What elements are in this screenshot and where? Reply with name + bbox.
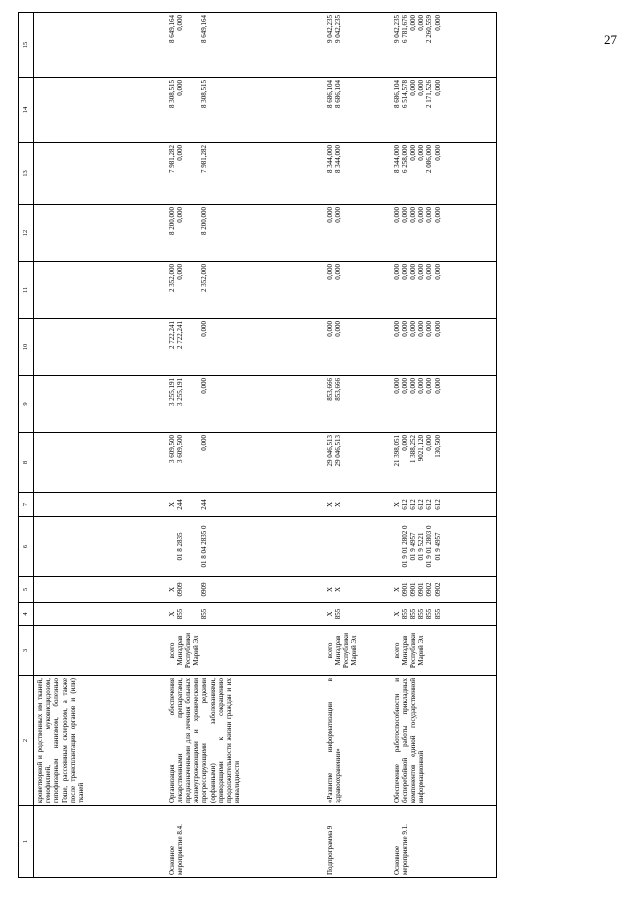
cell-value — [168, 519, 176, 574]
cell-value: 612 — [417, 499, 426, 510]
cell-c7 — [34, 493, 162, 517]
cell-value: 8 344,000 — [392, 145, 401, 173]
col-header: 5 — [19, 577, 34, 603]
cell-value: 0,000 — [408, 378, 417, 394]
cell-value: 244 — [175, 499, 184, 510]
cell-value: 853,666 — [333, 378, 342, 401]
cell-value: 0,000 — [325, 321, 334, 337]
cell-c14 — [34, 78, 162, 143]
cell-value: 0,000 — [200, 321, 209, 337]
cell-c2 — [162, 676, 312, 806]
cell-value: 0,000 — [417, 207, 426, 223]
table-row — [312, 13, 387, 878]
cell-value — [192, 15, 200, 75]
cell-value: всего — [167, 642, 176, 659]
cell-c9 — [34, 376, 162, 433]
col-header: 9 — [19, 376, 34, 433]
cell-c9 — [387, 376, 497, 433]
col-header: 15 — [19, 13, 34, 78]
cell-value: 8 308,515 — [167, 80, 176, 108]
cell-value — [192, 435, 200, 490]
cell-value: 0901 — [408, 582, 417, 597]
cell-value: 0,000 — [408, 264, 417, 280]
cell-value: Марий Эл — [350, 635, 359, 666]
cell-c3 — [34, 626, 162, 676]
cell-c7 — [387, 493, 497, 517]
cell-value: 2 171,526 — [425, 80, 434, 108]
cell-value: всего — [392, 642, 401, 659]
cell-value: 9 042,235 — [325, 15, 334, 43]
cell-value: 3 609,500 — [167, 435, 176, 463]
cell-value: 9021,120 — [417, 435, 426, 462]
col-header: 1 — [19, 806, 34, 878]
cell-value: 2 260,559 — [425, 15, 434, 43]
cell-value: 2 722,241 — [175, 321, 184, 349]
cell-value: 0,000 — [433, 145, 442, 161]
cell-text: Подпрограмма 9 — [325, 825, 334, 875]
cell-text: Основное мероприятие 9.1. — [392, 824, 409, 875]
cell-c8 — [34, 433, 162, 493]
cell-value — [192, 80, 200, 140]
cell-value: 0,000 — [425, 207, 434, 223]
cell-value — [184, 321, 192, 373]
cell-text: Организация обеспечения лекарственными препаратами, предназначенными для лечения больных жизнеугрожающими и хроническими прогрессирующими редкими (орфанными) заболеваниями, приводящими к сокращению продолжительности жизни граждан и их инвалидности — [167, 678, 242, 803]
cell-c9 — [312, 376, 387, 433]
cell-c5 — [387, 577, 497, 603]
cell-c15 — [162, 13, 312, 78]
cell-value: 0,000 — [333, 264, 342, 280]
cell-c11 — [34, 262, 162, 319]
cell-value: 8 649,164 — [200, 15, 209, 43]
cell-value: 0,000 — [392, 378, 401, 394]
cell-value — [184, 579, 192, 600]
cell-value: 0,000 — [175, 15, 184, 31]
cell-value: 2 086,000 — [425, 145, 434, 173]
cell-value: 0,000 — [433, 378, 442, 394]
cell-text: кроветворной и родственных им тканей, гемофилией, муковисцидозом, гипофизарным нанизмом, болезнью Гоше, рассеянным склерозом, а также после трансплантации органов и (или) тканей — [36, 678, 86, 803]
col-header: 4 — [19, 603, 34, 626]
cell-value: 0,000 — [433, 80, 442, 96]
cell-c3 — [387, 626, 497, 676]
cell-value — [192, 378, 200, 430]
cell-value: 0,000 — [175, 80, 184, 96]
cell-value: 01 9 01 2803 0 — [425, 525, 434, 568]
cell-c12 — [162, 205, 312, 262]
cell-value — [184, 207, 192, 259]
cell-c4 — [312, 603, 387, 626]
cell-value: 855 — [175, 608, 184, 620]
cell-value: 0,000 — [425, 435, 434, 451]
cell-value: X — [167, 501, 176, 508]
cell-value: 8 200,000 — [200, 207, 209, 235]
cell-value: 01 9 4957 — [408, 532, 417, 561]
cell-value: 6 781,676 — [400, 15, 409, 43]
cell-value — [192, 145, 200, 202]
cell-value: X — [333, 501, 342, 508]
cell-value: X — [325, 611, 334, 617]
cell-value: 1 388,252 — [408, 435, 417, 463]
cell-value: 612 — [408, 499, 417, 510]
cell-value: Марий Эл — [417, 635, 426, 666]
cell-value: 01 9 5221 — [417, 532, 426, 561]
cell-value: 0,000 — [400, 378, 409, 394]
cell-c10 — [162, 319, 312, 376]
cell-text: Обеспечение работоспособности и бесперебойной работы прикладных компонентов единой государственной информационной — [392, 678, 426, 803]
cell-value: 0,000 — [400, 207, 409, 223]
cell-value: 0,000 — [417, 15, 426, 31]
cell-value: 0,000 — [417, 378, 426, 394]
cell-value: 0,000 — [425, 378, 434, 394]
budget-table — [18, 12, 497, 878]
cell-value: 0,000 — [417, 264, 426, 280]
column-number-row — [19, 13, 34, 878]
cell-value — [184, 264, 192, 316]
col-header: 8 — [19, 433, 34, 493]
cell-value: X — [325, 501, 334, 508]
rotated-table-container — [18, 13, 613, 878]
cell-value: Республики — [408, 632, 417, 669]
cell-value: 0,000 — [408, 80, 417, 96]
cell-value: 0,000 — [175, 145, 184, 161]
cell-value: 8 308,515 — [200, 80, 209, 108]
col-header: 11 — [19, 262, 34, 319]
cell-value: 0,000 — [392, 321, 401, 337]
table-body — [34, 13, 497, 878]
cell-value: 0,000 — [200, 435, 209, 451]
cell-value: всего — [325, 642, 334, 659]
cell-c8 — [162, 433, 312, 493]
cell-c14 — [162, 78, 312, 143]
cell-value: 0,000 — [333, 321, 342, 337]
cell-c13 — [387, 143, 497, 205]
cell-value: 0902 — [425, 582, 434, 597]
cell-value — [184, 495, 192, 514]
col-header: 7 — [19, 493, 34, 517]
cell-value: 0,000 — [417, 321, 426, 337]
cell-value: 0,000 — [417, 145, 426, 161]
cell-value — [184, 80, 192, 140]
cell-value: 01 9 4957 — [433, 532, 442, 561]
cell-value: 0,000 — [325, 264, 334, 280]
cell-c8 — [387, 433, 497, 493]
cell-c4 — [387, 603, 497, 626]
cell-value: 0,000 — [433, 207, 442, 223]
cell-value: 0901 — [400, 582, 409, 597]
cell-c15 — [34, 13, 162, 78]
cell-value: Минздрав — [333, 635, 342, 666]
cell-value — [192, 207, 200, 259]
cell-value: 853,666 — [325, 378, 334, 401]
cell-value — [192, 605, 200, 623]
cell-value: 6 514,578 — [400, 80, 409, 108]
cell-c8 — [312, 433, 387, 493]
cell-c6 — [162, 517, 312, 577]
cell-value: 7 981,282 — [167, 145, 176, 173]
cell-value: 0,000 — [425, 321, 434, 337]
cell-value: 0,000 — [433, 321, 442, 337]
cell-c14 — [387, 78, 497, 143]
cell-value — [393, 519, 401, 574]
cell-value: 855 — [200, 608, 209, 620]
col-header: 3 — [19, 626, 34, 676]
cell-c11 — [387, 262, 497, 319]
cell-value: Марий Эл — [192, 635, 201, 666]
cell-value: 612 — [433, 499, 442, 510]
cell-c14 — [312, 78, 387, 143]
cell-value: 8 686,104 — [333, 80, 342, 108]
cell-value: 8 344,000 — [325, 145, 334, 173]
cell-value: 0909 — [200, 582, 209, 597]
cell-value: 855 — [408, 608, 417, 620]
cell-value: 612 — [400, 499, 409, 510]
cell-c6 — [387, 517, 497, 577]
cell-value: 0,000 — [400, 321, 409, 337]
cell-value: Минздрав — [400, 635, 409, 666]
cell-value: 9 042,235 — [333, 15, 342, 43]
col-header: 6 — [19, 517, 34, 577]
cell-c2 — [387, 676, 497, 806]
cell-c10 — [312, 319, 387, 376]
cell-value: 855 — [425, 608, 434, 620]
cell-c4 — [162, 603, 312, 626]
cell-value: 8 686,104 — [325, 80, 334, 108]
cell-value — [184, 145, 192, 202]
cell-value: 0,000 — [175, 264, 184, 280]
table-row — [387, 13, 497, 878]
cell-value: 3 255,191 — [175, 378, 184, 406]
cell-c11 — [162, 262, 312, 319]
cell-value: X — [392, 501, 401, 508]
cell-value — [192, 321, 200, 373]
cell-value: 6 258,000 — [400, 145, 409, 173]
cell-value — [184, 15, 192, 75]
cell-value: 0,000 — [408, 15, 417, 31]
cell-value: 244 — [200, 499, 209, 510]
cell-value: 0,000 — [417, 80, 426, 96]
cell-c10 — [34, 319, 162, 376]
cell-value: 0902 — [433, 582, 442, 597]
cell-value: 01 9 01 2802 0 — [400, 525, 409, 568]
col-header: 14 — [19, 78, 34, 143]
cell-value: 01 8 04 2835 0 — [200, 525, 209, 568]
cell-c12 — [387, 205, 497, 262]
cell-value: 130,500 — [433, 435, 442, 458]
cell-value: Минздрав — [175, 635, 184, 666]
cell-c12 — [312, 205, 387, 262]
cell-value: 0,000 — [392, 264, 401, 280]
cell-value: 8 200,000 — [167, 207, 176, 235]
cell-value: 7 981,282 — [200, 145, 209, 173]
cell-value: 3 255,191 — [167, 378, 176, 406]
cell-text: Основное мероприятие 8.4. — [167, 824, 184, 875]
cell-value — [192, 495, 200, 514]
cell-value: 01 8 2835 — [175, 532, 184, 561]
cell-c7 — [312, 493, 387, 517]
cell-value: X — [167, 611, 176, 617]
cell-c13 — [312, 143, 387, 205]
cell-c1 — [162, 806, 312, 878]
cell-value: 9 042,235 — [392, 15, 401, 43]
page-number: 27 — [604, 32, 617, 47]
cell-c10 — [387, 319, 497, 376]
cell-value: 855 — [333, 608, 342, 620]
cell-value: 8 649,164 — [167, 15, 176, 43]
cell-value: 0,000 — [408, 321, 417, 337]
cell-value — [184, 435, 192, 490]
cell-c11 — [312, 262, 387, 319]
cell-value: 0,000 — [400, 264, 409, 280]
cell-value: 0,000 — [408, 145, 417, 161]
cell-value — [192, 264, 200, 316]
cell-value — [184, 519, 192, 574]
cell-c9 — [162, 376, 312, 433]
cell-value: X — [392, 586, 401, 593]
cell-value: 0,000 — [325, 207, 334, 223]
cell-value: 612 — [425, 499, 434, 510]
cell-value: Республики — [183, 632, 192, 669]
cell-value: 0,000 — [392, 207, 401, 223]
cell-value: 29 046,513 — [333, 435, 342, 467]
cell-c5 — [34, 577, 162, 603]
cell-c15 — [312, 13, 387, 78]
cell-value: 0,000 — [200, 378, 209, 394]
cell-c2 — [312, 676, 387, 806]
cell-value — [192, 579, 200, 600]
col-header: 12 — [19, 205, 34, 262]
cell-c15 — [387, 13, 497, 78]
col-header: 10 — [19, 319, 34, 376]
cell-c5 — [162, 577, 312, 603]
cell-value — [184, 378, 192, 430]
cell-c12 — [34, 205, 162, 262]
col-header: 13 — [19, 143, 34, 205]
cell-value: 855 — [417, 608, 426, 620]
cell-value: 0909 — [175, 582, 184, 597]
cell-value: 0,000 — [425, 264, 434, 280]
cell-value: 855 — [400, 608, 409, 620]
col-header: 2 — [19, 676, 34, 806]
cell-value: 21 398,051 — [392, 435, 401, 467]
cell-c13 — [34, 143, 162, 205]
cell-value: 8 686,104 — [392, 80, 401, 108]
cell-c7 — [162, 493, 312, 517]
cell-value: 0,000 — [333, 207, 342, 223]
cell-value: 0,000 — [175, 207, 184, 223]
cell-value: X — [167, 586, 176, 593]
cell-c1 — [387, 806, 497, 878]
cell-value — [184, 605, 192, 623]
cell-value: 8 344,000 — [333, 145, 342, 173]
cell-c6 — [312, 517, 387, 577]
cell-value — [192, 519, 200, 574]
cell-c6 — [34, 517, 162, 577]
cell-text: «Развитие информатизации в здравоохранении» — [325, 678, 342, 803]
cell-value: X — [325, 586, 334, 593]
cell-value: 0,000 — [408, 207, 417, 223]
cell-value: 0901 — [417, 582, 426, 597]
cell-value: 855 — [433, 608, 442, 620]
cell-value: 29 046,513 — [325, 435, 334, 467]
table-row — [34, 13, 162, 878]
cell-value: 2 352,000 — [200, 264, 209, 292]
cell-c13 — [162, 143, 312, 205]
cell-value: 0,000 — [400, 435, 409, 451]
cell-c3 — [162, 626, 312, 676]
cell-c3 — [312, 626, 387, 676]
cell-c4 — [34, 603, 162, 626]
cell-c1 — [34, 806, 162, 878]
cell-value: X — [333, 586, 342, 593]
cell-value: X — [392, 611, 401, 617]
cell-value: 3 609,500 — [175, 435, 184, 463]
cell-value: 2 722,241 — [167, 321, 176, 349]
cell-value: 2 352,000 — [167, 264, 176, 292]
cell-value: Республики — [341, 632, 350, 669]
cell-c1 — [312, 806, 387, 878]
table-row — [162, 13, 312, 878]
cell-c2 — [34, 676, 162, 806]
cell-c5 — [312, 577, 387, 603]
cell-value: 0,000 — [433, 264, 442, 280]
cell-value: 0,000 — [433, 15, 442, 31]
